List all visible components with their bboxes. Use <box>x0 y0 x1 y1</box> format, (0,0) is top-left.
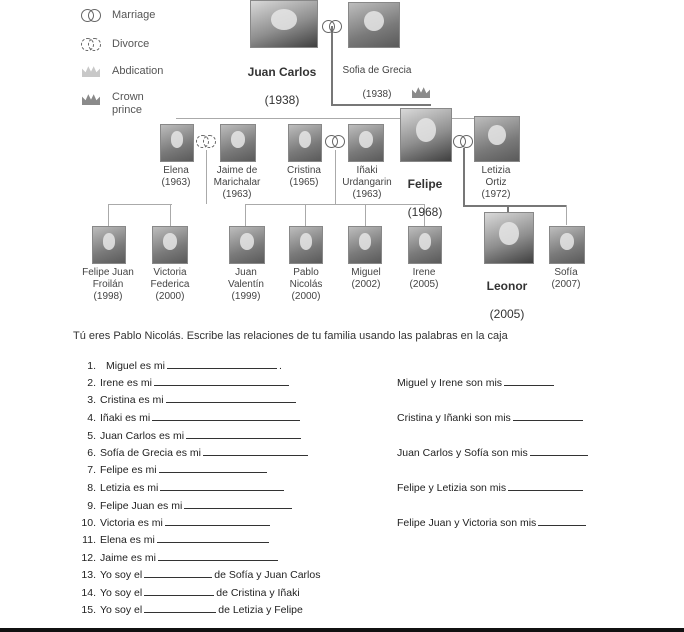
question-number: 9. <box>87 500 96 512</box>
pablo-name: Pablo Nicolás (2000) <box>289 267 323 302</box>
question-number: 8. <box>87 482 96 494</box>
question-number: 11. <box>82 534 96 546</box>
answer-blank[interactable] <box>513 410 583 421</box>
answer-blank[interactable] <box>144 585 214 596</box>
irene-photo <box>408 226 442 264</box>
answer-blank[interactable] <box>144 602 216 613</box>
elena-kids-bar <box>108 204 172 205</box>
answer-blank[interactable] <box>184 498 292 509</box>
answer-blank[interactable] <box>152 410 300 421</box>
miguel-photo <box>348 226 382 264</box>
question-text: Letizia es mi <box>100 482 159 494</box>
question-text: Victoria es mi <box>100 517 163 529</box>
legend-crown-prince-line1: Crown <box>112 91 144 103</box>
legend-marriage-label: Marriage <box>112 9 156 21</box>
right-question-text: Juan Carlos y Sofía son mis <box>397 447 528 459</box>
question-text: Yo soy el <box>100 587 143 599</box>
question-11 <box>76 532 271 546</box>
question-number: 4. <box>87 412 96 424</box>
question-10 <box>76 515 272 529</box>
legend-crown-prince-line2: prince <box>112 104 142 116</box>
sofia-grecia-name <box>332 53 422 101</box>
answer-blank[interactable] <box>167 358 277 369</box>
right-question-text: Cristina y Iñanki son mis <box>397 412 511 424</box>
to-felipe-line <box>331 104 431 106</box>
answer-blank[interactable] <box>538 515 586 526</box>
question-suffix: de Letizia y Felipe <box>218 604 303 616</box>
felipe-kids-line <box>463 148 465 206</box>
question-number: 15. <box>81 604 96 616</box>
question-7 <box>76 462 269 476</box>
question-number: 3. <box>87 394 96 406</box>
question-number: 13. <box>81 569 96 581</box>
question-12 <box>76 550 280 564</box>
answer-blank[interactable] <box>530 445 588 456</box>
letizia-photo <box>474 116 520 162</box>
felipe-year: (1968) <box>407 205 443 219</box>
sofia-grecia-year: (1938) <box>362 89 392 100</box>
answer-blank[interactable] <box>154 375 289 386</box>
question-text: Iñaki es mi <box>100 412 151 424</box>
children-bar <box>176 118 508 119</box>
leonor-year: (2005) <box>489 307 525 321</box>
right-question-2 <box>397 410 585 424</box>
legend-abdication <box>80 63 163 79</box>
answer-blank[interactable] <box>504 375 554 386</box>
inaki-photo <box>348 124 384 162</box>
cristina-photo <box>288 124 322 162</box>
sofia-name: Sofía (2007) <box>551 267 581 290</box>
felipe-photo <box>400 108 452 162</box>
legend-abdication-label: Abdication <box>112 65 164 77</box>
question-number: 10. <box>81 517 96 529</box>
question-14 <box>76 585 300 599</box>
juan-name: Juan Valentín (1999) <box>228 267 264 302</box>
right-question-3 <box>397 445 590 459</box>
elena-name: Elena (1963) <box>161 165 191 188</box>
answer-blank[interactable] <box>203 445 308 456</box>
question-text: Miguel es mi <box>106 360 165 372</box>
question-6 <box>76 445 310 459</box>
question-text: Juan Carlos es mi <box>100 430 185 442</box>
question-number: 2. <box>87 377 96 389</box>
leonor-label: Leonor <box>486 279 528 293</box>
felipe-kids-bar <box>463 205 567 207</box>
question-number: 1. <box>87 360 96 372</box>
juan-carlos-year: (1938) <box>264 93 300 107</box>
victoria-name: Victoria Federica (2000) <box>150 267 190 302</box>
juan-drop <box>245 204 246 226</box>
question-number: 12. <box>81 552 96 564</box>
sofia-grecia-photo <box>348 2 400 48</box>
answer-blank[interactable] <box>159 462 267 473</box>
instructions: Tú eres Pablo Nicolás. Escribe las relaciones de tu familia usando las palabras en la caja <box>73 330 508 342</box>
marriage-rings-icon <box>80 7 102 23</box>
legend-crown-prince <box>80 91 144 117</box>
right-question-5 <box>397 515 588 529</box>
answer-blank[interactable] <box>144 567 212 578</box>
elena-photo <box>160 124 194 162</box>
jaime-name: Jaime de Marichalar (1963) <box>213 165 261 200</box>
question-15 <box>76 602 303 616</box>
right-question-1 <box>397 375 556 389</box>
divorce-rings-icon <box>80 36 102 52</box>
answer-blank[interactable] <box>158 550 278 561</box>
question-text: Irene es mi <box>100 377 152 389</box>
legend-divorce-label: Divorce <box>112 38 150 50</box>
sofia-photo <box>549 226 585 264</box>
sofia-grecia-label: Sofia de Grecia <box>342 65 412 76</box>
answer-blank[interactable] <box>160 480 284 491</box>
bottom-border <box>0 628 684 632</box>
answer-blank[interactable] <box>186 428 301 439</box>
victoria-photo <box>152 226 188 264</box>
question-3 <box>76 392 298 406</box>
right-question-text: Felipe y Letizia son mis <box>397 482 507 494</box>
juan-carlos-label: Juan Carlos <box>247 65 317 79</box>
marriage-icon-3 <box>453 135 473 147</box>
felipe-name <box>395 163 455 219</box>
right-question-text: Felipe Juan y Victoria son mis <box>397 517 537 529</box>
sofia-drop <box>566 205 567 225</box>
leonor-photo <box>484 212 534 264</box>
question-4 <box>76 410 302 424</box>
letizia-name: Letizia Ortiz (1972) <box>481 165 511 200</box>
question-text: Felipe es mi <box>100 464 157 476</box>
question-number: 5. <box>87 430 96 442</box>
question-text: Elena es mi <box>100 534 155 546</box>
question-text: Felipe Juan es mi <box>100 500 183 512</box>
legend-divorce <box>80 36 149 52</box>
question-8 <box>76 480 286 494</box>
legend-crown-prince-label <box>112 91 144 117</box>
question-text: Jaime es mi <box>100 552 157 564</box>
miguel-name: Miguel (2002) <box>351 267 381 290</box>
question-13 <box>76 567 320 581</box>
answer-blank[interactable] <box>166 392 296 403</box>
juan-photo <box>229 226 265 264</box>
pablo-photo <box>289 226 323 264</box>
question-1 <box>76 358 282 372</box>
cristina-name: Cristina (1965) <box>287 165 321 188</box>
answer-blank[interactable] <box>508 480 583 491</box>
marriage-icon <box>322 20 342 32</box>
divorce-icon <box>196 135 216 147</box>
crown-prince-crown-icon <box>80 91 102 107</box>
question-text: Yo soy el <box>100 569 143 581</box>
pablo-drop <box>305 204 306 226</box>
question-suffix: de Sofía y Juan Carlos <box>214 569 321 581</box>
felipe-juan-drop <box>108 204 109 226</box>
irene-name: Irene (2005) <box>409 267 439 290</box>
question-9 <box>76 498 294 512</box>
leonor-name <box>477 265 537 321</box>
juan-carlos-name <box>232 51 332 107</box>
question-5 <box>76 428 303 442</box>
answer-blank[interactable] <box>157 532 269 543</box>
jaime-photo <box>220 124 256 162</box>
question-number: 6. <box>87 447 96 459</box>
question-number: 7. <box>87 464 96 476</box>
abdication-crown-icon <box>80 63 102 79</box>
felipe-juan-photo <box>92 226 126 264</box>
question-number: 14. <box>81 587 96 599</box>
miguel-drop <box>365 204 366 226</box>
felipe-label: Felipe <box>407 177 443 191</box>
right-question-text: Miguel y Irene son mis <box>397 377 503 389</box>
legend-marriage <box>80 7 155 23</box>
question-suffix: . <box>278 360 282 372</box>
victoria-drop <box>170 204 171 226</box>
question-suffix: de Cristina y Iñaki <box>216 587 300 599</box>
juan-carlos-photo <box>250 0 318 48</box>
answer-blank[interactable] <box>165 515 270 526</box>
question-2 <box>76 375 291 389</box>
question-text: Sofía de Grecia es mi <box>100 447 201 459</box>
inaki-name: Iñaki Urdangarin (1963) <box>342 165 392 200</box>
question-text: Yo soy el <box>100 604 143 616</box>
felipe-juan-name: Felipe Juan Froilán (1998) <box>82 267 134 302</box>
marriage-icon-2 <box>325 135 345 147</box>
question-text: Cristina es mi <box>100 394 164 406</box>
right-question-4 <box>397 480 585 494</box>
